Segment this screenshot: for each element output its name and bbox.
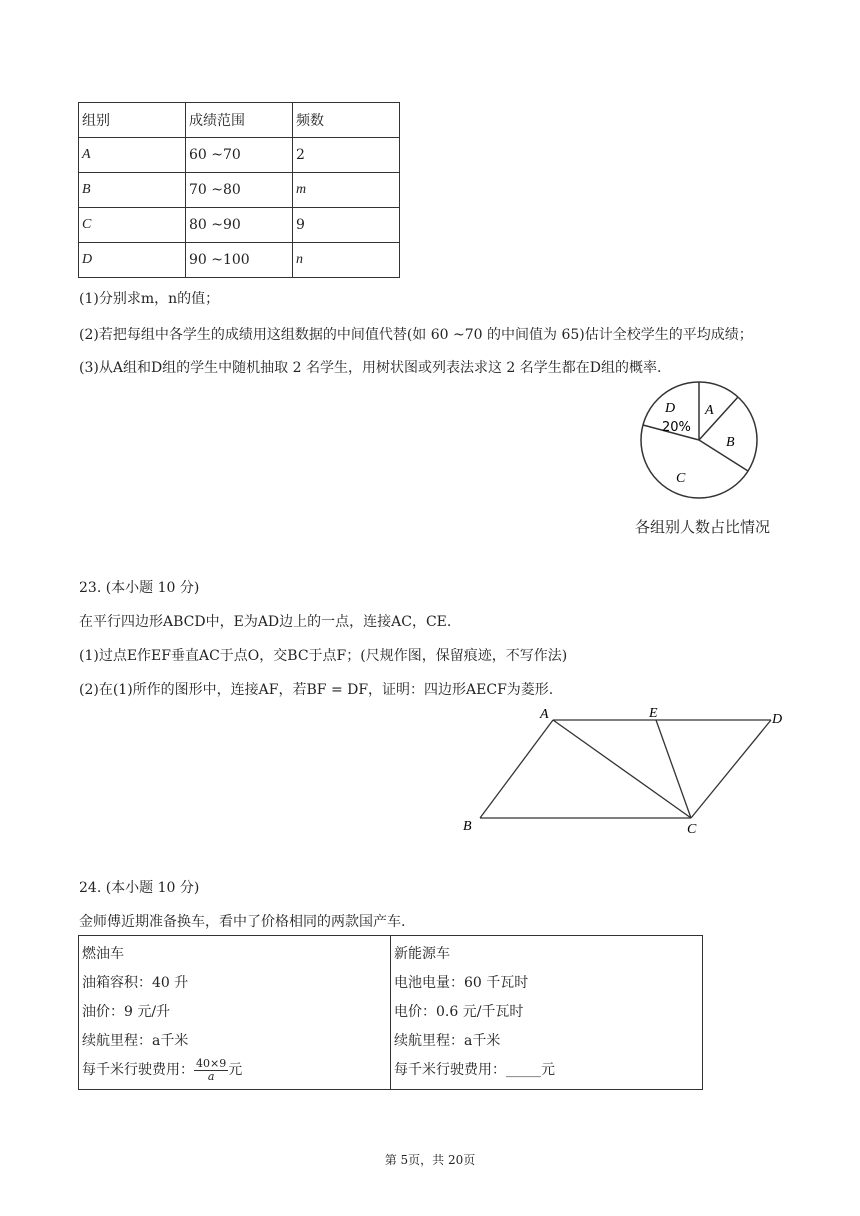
- header-range: 成绩范围: [186, 103, 293, 138]
- ev-car-title: 新能源车: [394, 946, 450, 962]
- table-cell: C: [79, 208, 186, 243]
- q24-header: 24. (本小题 10 分): [79, 880, 200, 896]
- table-row: [79, 936, 703, 1090]
- table-cell: 2: [293, 138, 400, 173]
- ev-car-cost: 每千米行驶费用：_____元: [394, 1062, 555, 1078]
- table-cell: 60 ~70: [186, 138, 293, 173]
- fuel-cost-fraction: [194, 1058, 228, 1083]
- segment-cd: [691, 720, 771, 818]
- frequency-table: [78, 102, 400, 278]
- q24-intro: 金师傅近期准备换车，看中了价格相同的两款国产车.: [79, 914, 406, 930]
- segment-ce: [656, 720, 691, 818]
- q22-part1: (1)分别求m，n的值；: [79, 291, 220, 307]
- pie-label-d: D: [665, 401, 676, 416]
- table-cell: m: [293, 173, 400, 208]
- ev-car-price: 电价：0.6 元/千瓦时: [394, 1004, 524, 1020]
- table-cell: n: [293, 243, 400, 278]
- point-label-d: D: [772, 712, 783, 727]
- q23-intro: 在平行四边形ABCD中，E为AD边上的一点，连接AC，CE.: [79, 614, 452, 630]
- header-frequency: 频数: [293, 103, 400, 138]
- q22-part2: (2)若把每组中各学生的成绩用这组数据的中间值代替(如 60 ~70 的中间值为 65)估计全校学生的平均成绩；: [79, 327, 753, 343]
- table-row: [79, 138, 400, 173]
- fuel-car-tank: 油箱容积：40 升: [82, 975, 189, 991]
- fuel-cost-numerator: 40×9: [196, 1056, 227, 1070]
- fuel-car-title: 燃油车: [82, 946, 124, 962]
- point-label-e: E: [649, 706, 658, 721]
- pie-chart: [630, 380, 770, 510]
- header-group: 组别: [79, 103, 186, 138]
- table-cell: A: [79, 138, 186, 173]
- pie-label-b: B: [726, 435, 735, 450]
- pie-label-d-percent: 20%: [662, 420, 691, 435]
- ev-car-cell: [391, 936, 703, 1090]
- point-label-b: B: [463, 819, 472, 834]
- point-label-a: A: [540, 707, 549, 722]
- table-cell: 70 ~80: [186, 173, 293, 208]
- table-row: [79, 173, 400, 208]
- table-cell: 80 ~90: [186, 208, 293, 243]
- table-row: [79, 243, 400, 278]
- table-cell: 90 ~100: [186, 243, 293, 278]
- point-label-c: C: [687, 822, 697, 837]
- q23-part1: (1)过点E作EF垂直AC于点O，交BC于点F；(尺规作图，保留痕迹，不写作法): [79, 648, 568, 664]
- table-header-row: [79, 103, 400, 138]
- q23-header: 23. (本小题 10 分): [79, 580, 200, 596]
- parallelogram-figure: [455, 700, 795, 845]
- segment-ab: [480, 720, 553, 818]
- car-comparison-table: [78, 935, 703, 1090]
- pie-caption: 各组别人数占比情况: [635, 518, 771, 536]
- table-cell: D: [79, 243, 186, 278]
- fuel-cost-denominator: a: [207, 1069, 215, 1083]
- fuel-car-cost: [82, 1056, 387, 1085]
- fuel-car-price: 油价：9 元/升: [82, 1004, 171, 1020]
- fuel-car-range: 续航里程：a千米: [82, 1033, 189, 1049]
- pie-label-a: A: [705, 403, 714, 418]
- q22-part3: (3)从A组和D组的学生中随机抽取 2 名学生，用树状图或列表法求这 2 名学生都在D组的概率.: [79, 360, 662, 376]
- table-cell: 9: [293, 208, 400, 243]
- fuel-cost-label: 每千米行驶费用：: [82, 1062, 194, 1078]
- fuel-cost-unit: 元: [228, 1062, 243, 1078]
- segment-ac: [553, 720, 691, 818]
- table-row: [79, 208, 400, 243]
- q23-part2: (2)在(1)所作的图形中，连接AF，若BF = DF，证明：四边形AECF为菱形.: [79, 682, 554, 698]
- page-footer: 第 5页，共 20页: [384, 1153, 476, 1167]
- ev-car-range: 续航里程：a千米: [394, 1033, 501, 1049]
- table-cell: B: [79, 173, 186, 208]
- ev-car-battery: 电池电量：60 千瓦时: [394, 975, 529, 991]
- pie-label-c: C: [676, 471, 686, 486]
- fuel-car-cell: [79, 936, 391, 1090]
